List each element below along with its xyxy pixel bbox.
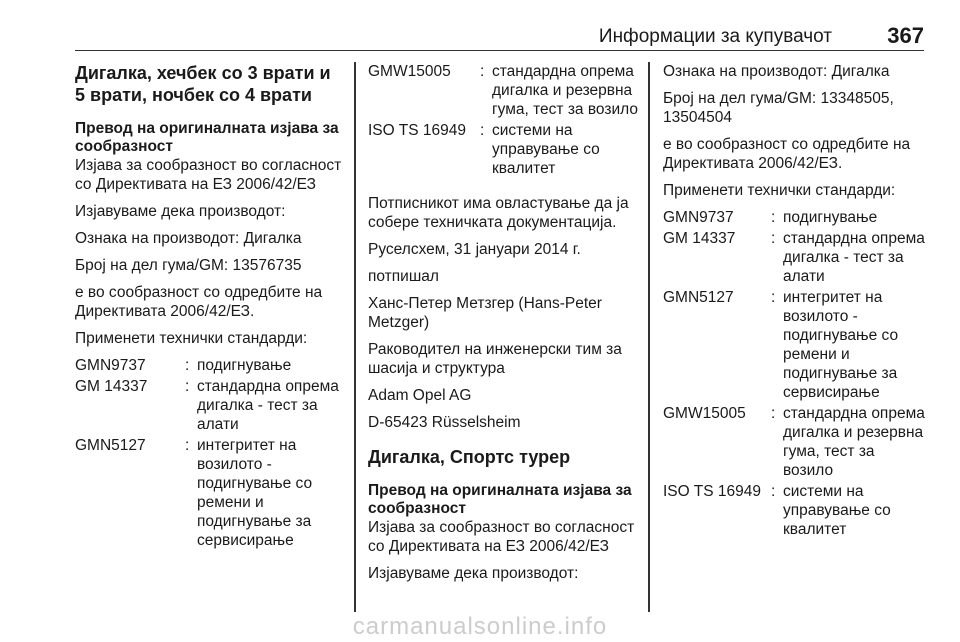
column-2 — [368, 62, 638, 591]
paragraph: Раководител на инженерски тим за шасија и структура — [368, 341, 622, 377]
spec-row — [368, 121, 638, 178]
spec-code: GMN9737 — [75, 357, 146, 374]
paragraph: Изјавуваме дека производот: — [368, 565, 579, 582]
spec-code: ISO TS 16949 — [663, 483, 761, 500]
spec-desc: подигнување — [197, 357, 292, 374]
page-title: Информации за купувачот — [598, 26, 832, 47]
spec-separator: : — [480, 122, 485, 139]
spec-code: ISO TS 16949 — [368, 122, 466, 139]
spec-row — [368, 62, 638, 119]
spec-code: GMN5127 — [663, 289, 734, 306]
paragraph: D-65423 Rüsselsheim — [368, 414, 521, 431]
paragraph: Применети технички стандарди: — [663, 182, 896, 199]
page-header — [75, 20, 924, 51]
spec-desc: подигнување — [783, 209, 878, 226]
spec-desc: стандардна опрема дигалка и резервна гума, тест за возило — [492, 63, 638, 118]
spec-separator: : — [771, 209, 776, 226]
spec-separator: : — [185, 378, 190, 395]
paragraph: Изјавуваме дека производот: — [75, 203, 286, 220]
paragraph: Применети технички стандарди: — [75, 330, 308, 347]
spec-desc: стандардна опрема дигалка и резервна гума, тест за возило — [783, 405, 925, 479]
spec-row — [663, 482, 925, 539]
column-divider — [354, 62, 356, 612]
spec-separator: : — [771, 230, 776, 247]
spec-row — [663, 288, 925, 402]
section-heading: Дигалка, хечбек со 3 врати и 5 врати, ночбек со 4 врати — [75, 63, 331, 105]
spec-code: GMN5127 — [75, 437, 146, 454]
paragraph: Руселсхем, 31 јануари 2014 г. — [368, 241, 581, 258]
spec-code: GM 14337 — [75, 378, 148, 395]
paragraph: е во сообразност со одредбите на Директивата 2006/42/ЕЗ. — [663, 136, 911, 172]
paragraph: Ознака на производот: Дигалка — [75, 230, 302, 247]
spec-row — [663, 208, 925, 227]
subheading: Превод на оригиналната изјава за сообразност — [368, 482, 632, 517]
spec-row — [663, 404, 925, 480]
spec-separator: : — [185, 437, 190, 454]
section-heading: Дигалка, Спортс турер — [368, 447, 571, 467]
spec-row — [663, 229, 925, 286]
paragraph: Ханс-Петер Метзгер (Hans-Peter Metzger) — [368, 295, 602, 331]
spec-desc: стандардна опрема дигалка - тест за алати — [783, 230, 925, 285]
spec-code: GMN9737 — [663, 209, 734, 226]
subheading: Превод на оригиналната изјава за сообразност — [75, 120, 339, 155]
column-1 — [75, 62, 345, 552]
paragraph: Изјава за сообразност во согласност со Директивата на ЕЗ 2006/42/ЕЗ — [75, 157, 342, 193]
watermark: carmanualsonline.info — [352, 613, 608, 640]
spec-desc: системи на управување со квалитет — [783, 483, 891, 538]
spec-separator: : — [480, 63, 485, 80]
paragraph: Број на дел гума/GM: 13348505, 13504504 — [663, 90, 894, 126]
spec-desc: интегритет на возилото - подигнување со ремени и подигнување за сервисирање — [783, 289, 899, 401]
paragraph: Број на дел гума/GM: 13576735 — [75, 257, 302, 274]
spec-separator: : — [185, 357, 190, 374]
spec-separator: : — [771, 289, 776, 306]
column-3 — [663, 62, 925, 541]
paragraph: Adam Opel AG — [368, 387, 472, 404]
spec-code: GMW15005 — [663, 405, 746, 422]
page-number: 367 — [887, 23, 924, 48]
spec-row — [75, 356, 345, 375]
spec-desc: стандардна опрема дигалка - тест за алати — [197, 378, 339, 433]
spec-row — [75, 436, 345, 550]
spec-separator: : — [771, 483, 776, 500]
spec-row — [75, 377, 345, 434]
spec-code: GM 14337 — [663, 230, 736, 247]
paragraph: е во сообразност со одредбите на Директивата 2006/42/ЕЗ. — [75, 284, 323, 320]
spec-desc: системи на управување со квалитет — [492, 122, 600, 177]
paragraph: Изјава за сообразност во согласност со Директивата на ЕЗ 2006/42/ЕЗ — [368, 519, 635, 555]
spec-separator: : — [771, 405, 776, 422]
paragraph: Ознака на производот: Дигалка — [663, 63, 890, 80]
paragraph: Потписникот има овластување да ја собере техничката документација. — [368, 195, 629, 231]
paragraph: потпишал — [368, 268, 439, 285]
column-divider — [648, 62, 650, 612]
spec-code: GMW15005 — [368, 63, 451, 80]
spec-desc: интегритет на возилото - подигнување со ремени и подигнување за сервисирање — [197, 437, 313, 549]
